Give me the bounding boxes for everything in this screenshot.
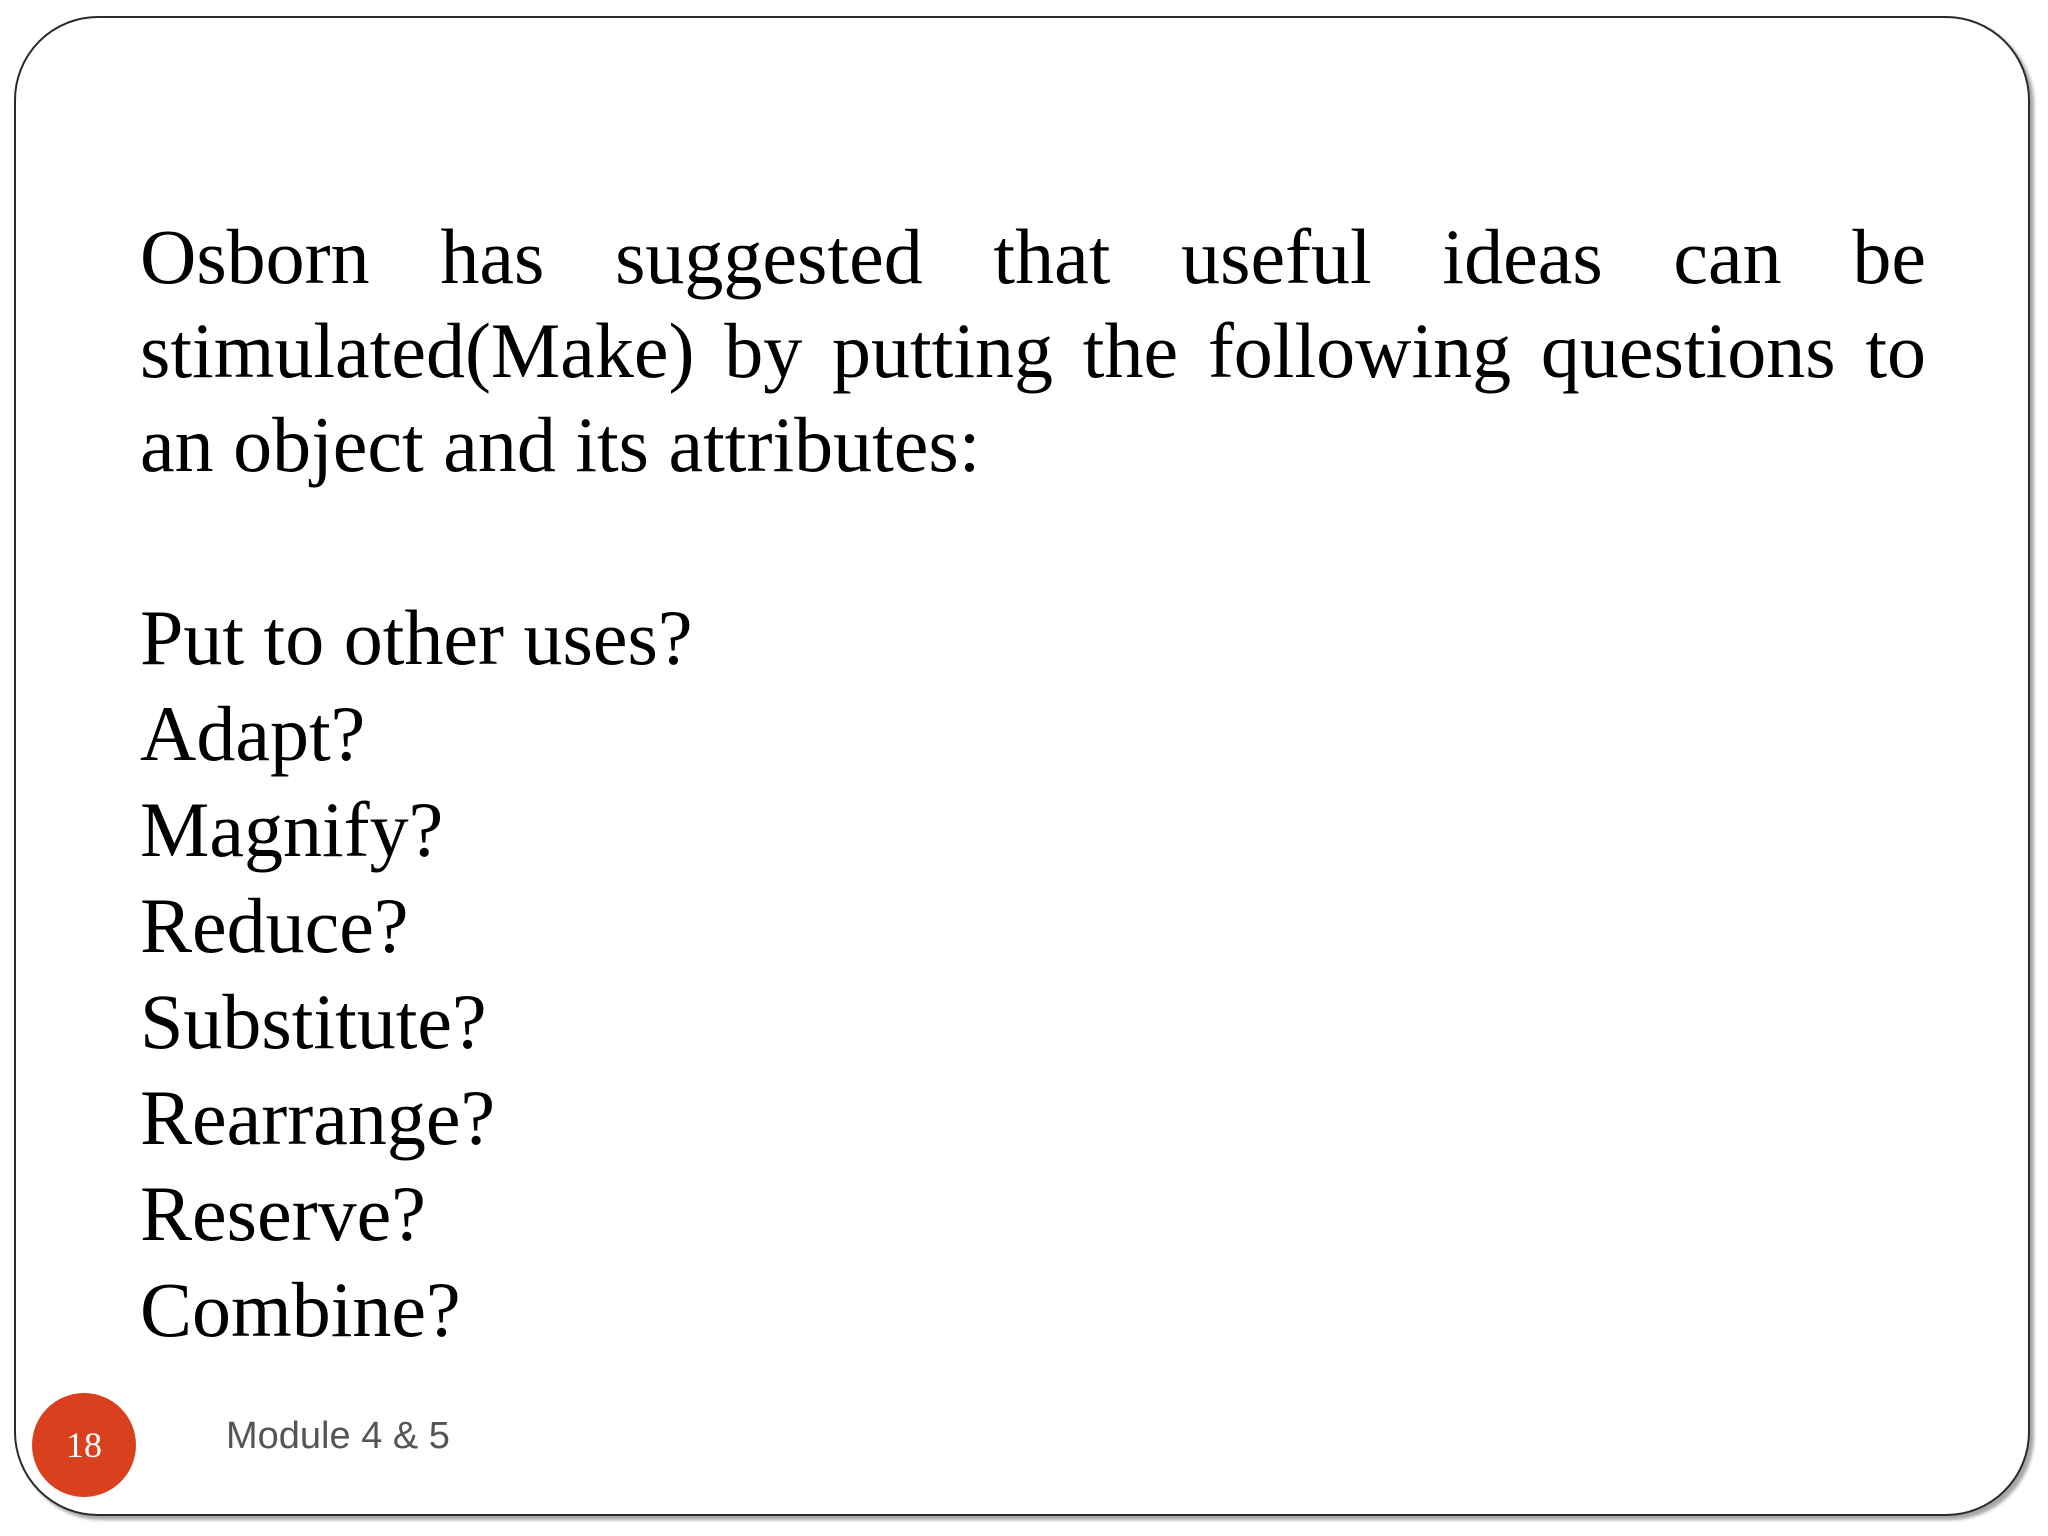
list-item: Rearrange? [140, 1074, 496, 1161]
list-item: Substitute? [140, 978, 487, 1065]
intro-paragraph: Osborn has suggested that useful ideas can be stimulated(Make) by putting the following questions to an object and its attributes: [140, 213, 1926, 488]
list-item: Put to other uses? [140, 594, 693, 681]
list-item: Reduce? [140, 882, 409, 969]
question-list [140, 590, 692, 1358]
module-label: Module 4 & 5 [226, 1415, 450, 1457]
list-item: Magnify? [140, 786, 444, 873]
page-number-badge: 18 [32, 1393, 136, 1497]
list-item: Reserve? [140, 1170, 426, 1257]
list-item: Adapt? [140, 690, 366, 777]
slide-body [140, 210, 1926, 1353]
list-item: Combine? [140, 1266, 461, 1353]
